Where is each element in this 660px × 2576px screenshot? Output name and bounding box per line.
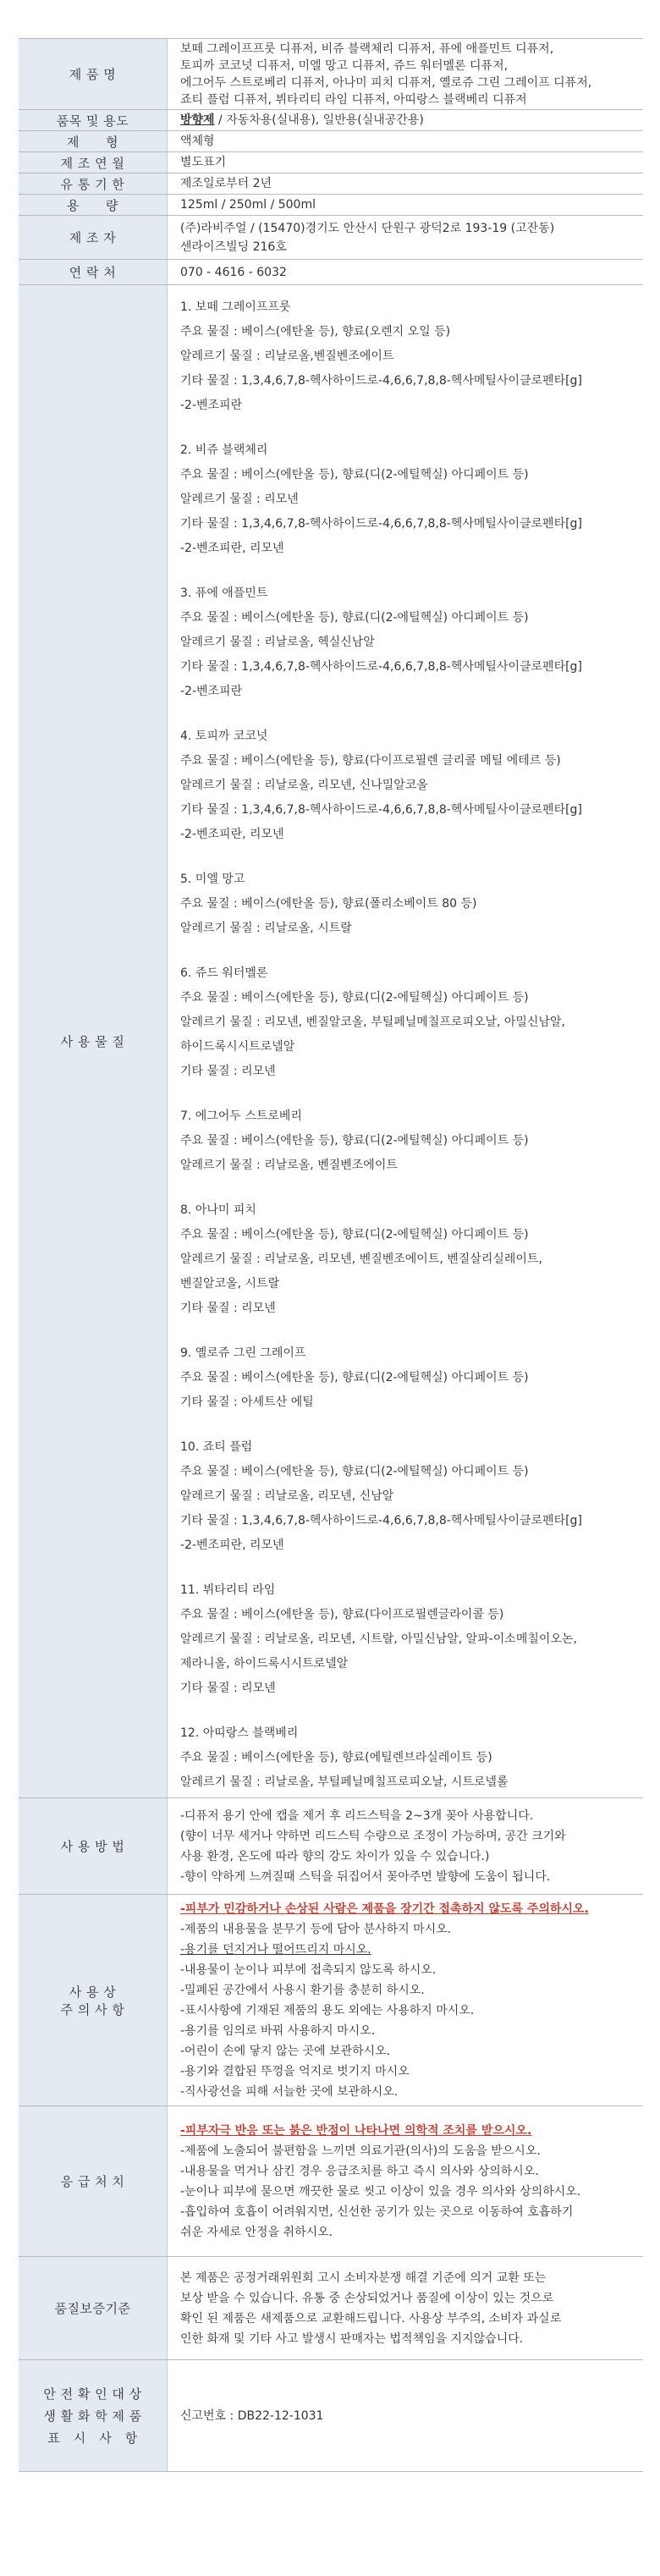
label-howto: 사 용 방 법 <box>19 1798 168 1895</box>
ingredient-block <box>180 724 643 847</box>
ingredient-line: 알레르기 물질 : 리날로올, 리모넨, 벤질벤조에이트, 벤질살리실레이트, <box>180 1252 542 1266</box>
row-maker <box>19 216 643 260</box>
ingredient-line: 기타 물질 : 1,3,4,6,7,8-헥사하이드로-4,6,6,7,8,8-헥사메틸사이클로펜타[g] <box>180 374 582 388</box>
list-item <box>180 2121 643 2141</box>
row-product-name <box>19 39 643 110</box>
ingredient-title: 8. 아나미 피치 <box>180 1203 256 1217</box>
ingredient-title: 5. 미엘 망고 <box>180 872 245 886</box>
ingredient-line: 주요 물질 : 베이스(에탄올 등), 향료(에틸렌브라실레이트 등) <box>180 1751 492 1764</box>
ingredient-line: 알레르기 물질 : 리날로올, 헥실신남알 <box>180 636 375 649</box>
value-form: 액체형 <box>168 131 644 152</box>
label-product-name: 제 품 명 <box>19 39 168 110</box>
list-item <box>180 1919 643 1940</box>
ingredient-block <box>180 961 643 1084</box>
ingredient-line: -2-벤조피란, 리모넨 <box>180 542 284 555</box>
ingredient-line: 기타 물질 : 리모넨 <box>180 1302 276 1315</box>
ingredient-block <box>180 1578 643 1701</box>
ingredient-block <box>180 438 643 561</box>
value-volume: 125ml / 250ml / 500ml <box>168 195 644 216</box>
product-info-sheet <box>19 38 643 2472</box>
ingredient-line: -2-벤조피란 <box>180 399 243 412</box>
text-line: -밀폐된 공간에서 사용시 환기를 충분히 하시오. <box>180 1983 425 1997</box>
value-usage-type <box>168 110 644 131</box>
label-warranty: 품질보증기준 <box>19 2257 168 2360</box>
list-item <box>180 2141 643 2161</box>
ingredient-line: 알레르기 물질 : 리모넨 <box>180 493 299 506</box>
value-expiry: 제조일로부터 2년 <box>168 173 644 195</box>
ingredient-block <box>180 581 643 704</box>
text-line: -용기를 임의로 바꿔 사용하지 마시오. <box>180 2023 376 2038</box>
text-line: 센라이즈빌딩 216호 <box>180 239 287 254</box>
text-line: -표시사항에 기재된 제품의 용도 외에는 사용하지 마시오. <box>180 2003 475 2017</box>
text-line: -향이 약하게 느껴질때 스틱을 뒤집어서 꽂아주면 발향에 도움이 됩니다. <box>180 1869 551 1884</box>
text-line: -어린이 손에 닿지 않는 곳에 보관하시오. <box>180 2044 391 2058</box>
value-firstaid <box>168 2106 644 2257</box>
label-maker: 제 조 자 <box>19 216 168 260</box>
ingredient-line: 알레르기 물질 : 리날로올, 시트랄 <box>180 922 352 935</box>
ingredient-title: 4. 토피까 코코넛 <box>180 729 268 743</box>
ingredient-line: 알레르기 물질 : 리모넨, 벤질알코올, 부틸페닐메칠프로피오날, 아밀신남알, <box>180 1016 565 1029</box>
ingredient-block <box>180 1721 643 1795</box>
label-ingredients: 사 용 물 질 <box>19 285 168 1798</box>
ingredient-title: 1. 보떼 그레이프프룻 <box>180 300 291 314</box>
text-line: 쉬운 자세로 안정을 취하시오. <box>180 2225 333 2239</box>
ingredient-title: 10. 죠티 플럼 <box>180 1440 253 1454</box>
text-line: 보떼 그레이프프룻 디퓨저, 비쥬 블랙체리 디퓨저, 퓨에 애플민트 디퓨저, <box>180 41 554 56</box>
ingredient-block <box>180 1435 643 1558</box>
ingredient-line: -2-벤조피란 <box>180 685 243 698</box>
list-item <box>180 2182 643 2202</box>
label-firstaid: 응 급 처 치 <box>19 2106 168 2257</box>
ingredient-line: 주요 물질 : 베이스(에탄올 등), 향료(디(2-에틸헥실) 아디페이트 등) <box>180 468 529 482</box>
text-line: 본 제품은 공정거래위원회 고시 소비자분쟁 해결 기준에 의거 교환 또는 <box>180 2271 547 2285</box>
ingredients-list <box>180 295 643 1795</box>
ingredient-line: 기타 물질 : 아세트산 에틸 <box>180 1395 314 1409</box>
text-line: 인한 화재 및 기타 사고 발생시 판매자는 법적책임을 지지않습니다. <box>180 2331 524 2346</box>
ingredient-title: 9. 옐로쥬 그린 그레이프 <box>180 1346 306 1360</box>
ingredient-line: 주요 물질 : 베이스(에탄올 등), 향료(다이프로필렌 글리콜 메틸 에테르 등) <box>180 754 561 768</box>
emphasized-line: -피부자극 반응 또는 붉은 반점이 나타나면 의학적 조치를 받으시오. <box>180 2123 532 2138</box>
ingredient-line: 주요 물질 : 베이스(에탄올 등), 향료(디(2-에틸헥실) 아디페이트 등) <box>180 1228 529 1241</box>
row-usage-type <box>19 110 643 131</box>
ingredient-line: 주요 물질 : 베이스(에탄올 등), 향료(디(2-에틸헥실) 아디페이트 등) <box>180 1134 529 1148</box>
ingredient-line: 기타 물질 : 1,3,4,6,7,8-헥사하이드로-4,6,6,7,8,8-헥사메틸사이클로펜타[g] <box>180 517 582 531</box>
value-contact: 070 - 4616 - 6032 <box>168 260 644 285</box>
ingredient-title: 6. 쥬드 워터멜론 <box>180 966 268 980</box>
ingredient-line: 주요 물질 : 베이스(에탄올 등), 향료(오렌지 오일 등) <box>180 325 451 339</box>
ingredient-line: 제라니올, 하이드록시시트로넬알 <box>180 1657 349 1671</box>
label-caution-line2: 주 의 사 항 <box>60 2001 125 2017</box>
value-maker <box>168 216 644 260</box>
ingredient-line: 알레르기 물질 : 리날로올, 부틸페닐메칠프로피오날, 시트로넬롤 <box>180 1775 509 1789</box>
text-line: -내용물을 먹거나 삼킨 경우 응급조치를 하고 즉시 의사와 상의하시오. <box>180 2164 539 2178</box>
label-mfg-date: 제 조 연 월 <box>19 152 168 173</box>
ingredient-block <box>180 1104 643 1178</box>
ingredient-line: 알레르기 물질 : 리날로올, 리모넨, 신남알 <box>180 1489 394 1503</box>
value-warranty <box>168 2257 644 2360</box>
ingredient-line: 기타 물질 : 리모넨 <box>180 1682 276 1695</box>
list-item <box>180 2021 643 2041</box>
label-safety-line1: 안 전 확 인 대 상 <box>43 2386 142 2402</box>
ingredient-line: -2-벤조피란, 리모넨 <box>180 1538 284 1552</box>
text-line: 보상 받을 수 있습니다. 유통 중 손상되었거나 품질에 이상이 있는 것으로 <box>180 2291 554 2305</box>
row-howto <box>19 1798 643 1895</box>
ingredient-block <box>180 867 643 941</box>
usage-type-main: 방향제 <box>180 113 215 127</box>
ingredient-block <box>180 295 643 418</box>
value-ingredients <box>168 285 644 1798</box>
label-safety <box>19 2360 168 2472</box>
label-form: 제 형 <box>19 131 168 152</box>
text-line: -직사광선을 피해 서늘한 곳에 보관하시오. <box>180 2084 399 2099</box>
list-item <box>180 2041 643 2061</box>
ingredient-line: 주요 물질 : 베이스(에탄올 등), 향료(디(2-에틸헥실) 아디페이트 등) <box>180 1371 529 1384</box>
value-product-name <box>168 39 644 110</box>
ingredient-title: 12. 아띠랑스 블랙베리 <box>180 1726 299 1740</box>
list-item <box>180 1980 643 2001</box>
firstaid-list <box>180 2121 643 2243</box>
list-item <box>180 1899 643 1919</box>
ingredient-title: 3. 퓨에 애플민트 <box>180 586 268 600</box>
value-mfg-date: 별도표기 <box>168 152 644 173</box>
value-safety: 신고번호 : DB22-12-1031 <box>168 2360 644 2472</box>
ingredient-line: 기타 물질 : 1,3,4,6,7,8-헥사하이드로-4,6,6,7,8,8-헥사메틸사이클로펜타[g] <box>180 660 582 674</box>
list-item <box>180 2001 643 2021</box>
emphasized-line: -피부가 민감하거나 손상된 사람은 제품을 장기간 접촉하지 않도록 주의하시오. <box>180 1902 589 1916</box>
list-item <box>180 2061 643 2082</box>
list-item <box>180 1960 643 1980</box>
text-line: -제품에 노출되어 불편함을 느끼면 의료기관(의사)의 도움을 받으시오. <box>180 2144 541 2158</box>
text-line: -용기와 결합된 뚜껑을 억지로 벗기지 마시오 <box>180 2064 410 2078</box>
text-line: 토피까 코코넛 디퓨저, 미엘 망고 디퓨저, 쥬드 워터멜론 디퓨저, <box>180 58 509 73</box>
row-ingredients <box>19 285 643 1798</box>
text-line: (주)라비주얼 / (15470)경기도 안산시 단원구 광덕2로 193-19 (고잔동) <box>180 221 555 235</box>
ingredient-line: 주요 물질 : 베이스(에탄올 등), 향료(디(2-에틸헥실) 아디페이트 등) <box>180 991 529 1005</box>
text-line: -제품의 내용물을 분무기 등에 담아 분사하지 마시오. <box>180 1922 452 1936</box>
list-item <box>180 2222 643 2243</box>
ingredient-line: 주요 물질 : 베이스(에탄올 등), 향료(다이프로필렌글라이콜 등) <box>180 1608 504 1621</box>
text-line: 에그어두 스트로베리 디퓨저, 아나미 피치 디퓨저, 옐로쥬 그린 그레이프 디퓨저, <box>180 75 592 90</box>
text-line: -디퓨저 용기 안에 캡을 제거 후 리드스틱을 2~3개 꽂아 사용합니다. <box>180 1808 534 1823</box>
ingredient-line: 알레르기 물질 : 리날로올, 벤질벤조에이트 <box>180 1159 398 1172</box>
list-item <box>180 1940 643 1960</box>
ingredient-block <box>180 1341 643 1415</box>
list-item <box>180 2161 643 2182</box>
label-caution <box>19 1895 168 2106</box>
ingredient-line: 주요 물질 : 베이스(에탄올 등), 향료(디(2-에틸헥실) 아디페이트 등) <box>180 611 529 625</box>
label-safety-line2: 생 활 화 학 제 품 <box>43 2408 142 2424</box>
label-volume: 용 량 <box>19 195 168 216</box>
text-line: 죠티 플럼 디퓨저, 뷔타리티 라임 디퓨저, 아띠랑스 블랙베리 디퓨저 <box>180 92 527 107</box>
usage-type-detail: / 자동차용(실내용), 일반용(실내공간용) <box>214 113 424 127</box>
list-item <box>180 2082 643 2102</box>
row-volume <box>19 195 643 216</box>
ingredient-title: 7. 에그어두 스트로베리 <box>180 1109 302 1123</box>
text-line: 사용 환경, 온도에 따라 향의 강도 차이가 있을 수 있습니다.) <box>180 1849 490 1863</box>
row-expiry <box>19 173 643 195</box>
product-info-table <box>19 38 643 2472</box>
ingredient-line: 벤질알코올, 시트랄 <box>180 1277 280 1291</box>
label-caution-line1: 사 용 상 <box>69 1984 117 2000</box>
ingredient-line: 기타 물질 : 1,3,4,6,7,8-헥사하이드로-4,6,6,7,8,8-헥사메틸사이클로펜타[g] <box>180 1514 582 1527</box>
label-expiry: 유 통 기 한 <box>19 173 168 195</box>
text-line: 확인 된 제품은 새제품으로 교환해드립니다. 사용상 부주의, 소비자 과실로 <box>180 2311 562 2326</box>
ingredient-title: 11. 뷔타리티 라임 <box>180 1583 276 1597</box>
ingredient-line: 기타 물질 : 리모넨 <box>180 1065 276 1078</box>
value-caution <box>168 1895 644 2106</box>
label-contact: 연 락 처 <box>19 260 168 285</box>
ingredient-line: 알레르기 물질 : 리날로올, 리모넨, 신나밀알코올 <box>180 779 428 792</box>
ingredient-block <box>180 1198 643 1321</box>
text-line: -눈이나 피부에 묻으면 깨끗한 물로 씻고 이상이 있을 경우 의사와 상의하시오. <box>180 2184 581 2199</box>
emphasized-line: -용기를 던지거나 떨어뜨리지 마시오. <box>180 1942 371 1957</box>
row-form <box>19 131 643 152</box>
ingredient-line: 주요 물질 : 베이스(에탄올 등), 향료(폴리소베이트 80 등) <box>180 897 477 911</box>
row-firstaid <box>19 2106 643 2257</box>
label-usage-type: 품목 및 용도 <box>19 110 168 131</box>
ingredient-line: 하이드록시시트로넬알 <box>180 1040 295 1054</box>
row-safety <box>19 2360 643 2472</box>
row-caution <box>19 1895 643 2106</box>
row-contact <box>19 260 643 285</box>
ingredient-title: 2. 비쥬 블랙체리 <box>180 443 268 457</box>
ingredient-line: 기타 물질 : 1,3,4,6,7,8-헥사하이드로-4,6,6,7,8,8-헥사메틸사이클로펜타[g] <box>180 803 582 817</box>
label-safety-line3: 표 시 사 항 <box>47 2430 138 2446</box>
row-mfg-date <box>19 152 643 173</box>
value-howto <box>168 1798 644 1895</box>
row-warranty <box>19 2257 643 2360</box>
ingredient-line: 알레르기 물질 : 리날로올,벤질벤조에이트 <box>180 350 394 363</box>
text-line: -내용물이 눈이나 피부에 접촉되지 않도록 하시오. <box>180 1962 437 1977</box>
list-item <box>180 2202 643 2222</box>
caution-list <box>180 1899 643 2102</box>
ingredient-line: 알레르기 물질 : 리날로올, 리모넨, 시트랄, 아밀신남알, 알파-이소메칠이오논, <box>180 1632 577 1646</box>
text-line: -흡입하여 호흡이 어려워지면, 신선한 공기가 있는 곳으로 이동하여 호흡하기 <box>180 2204 574 2219</box>
ingredient-line: 주요 물질 : 베이스(에탄올 등), 향료(디(2-에틸헥실) 아디페이트 등) <box>180 1465 529 1478</box>
ingredient-line: -2-벤조피란, 리모넨 <box>180 828 284 841</box>
text-line: (향이 너무 세거나 약하면 리드스틱 수량으로 조정이 가능하며, 공간 크기와 <box>180 1829 566 1843</box>
